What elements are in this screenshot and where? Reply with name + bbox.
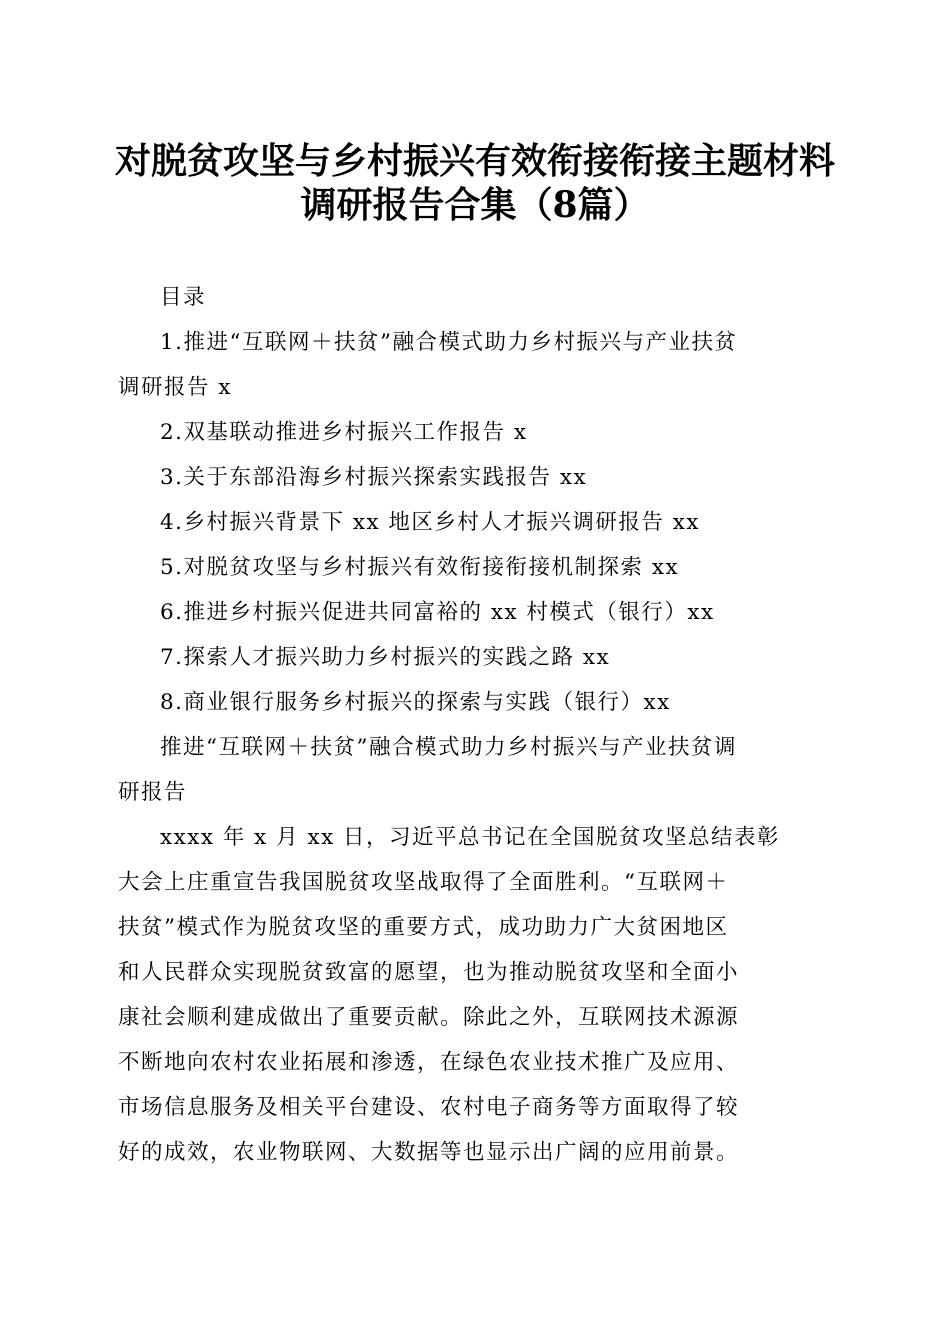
paragraph-line: 不断地向农村农业拓展和渗透，在绿色农业技术推广及应用、 bbox=[118, 1050, 740, 1075]
toc-item-7: 7.探索人才振兴助力乡村振兴的实践之路 xx bbox=[160, 645, 611, 670]
toc-item-1-line-1: 1.推进“互联网＋扶贫”融合模式助力乡村振兴与产业扶贫 bbox=[160, 330, 738, 355]
paragraph-line: 康社会顺利建成做出了重要贡献。除此之外，互联网技术源源 bbox=[118, 1005, 740, 1030]
toc-heading: 目录 bbox=[160, 285, 207, 310]
toc-item-6: 6.推进乡村振兴促进共同富裕的 xx 村模式（银行）xx bbox=[160, 600, 715, 625]
toc-item-8: 8.商业银行服务乡村振兴的探索与实践（银行）xx bbox=[160, 690, 671, 715]
document-title-line-1: 对脱贫攻坚与乡村振兴有效衔接衔接主题材料 bbox=[114, 140, 835, 182]
toc-item-3: 3.关于东部沿海乡村振兴探索实践报告 xx bbox=[160, 465, 588, 490]
paragraph-line: 和人民群众实现脱贫致富的愿望，也为推动脱贫攻坚和全面小 bbox=[118, 960, 740, 985]
paragraph-line: xxxx 年 x 月 xx 日，习近平总书记在全国脱贫攻坚总结表彰 bbox=[160, 825, 781, 850]
paragraph-line: 大会上庄重宣告我国脱贫攻坚战取得了全面胜利。“互联网＋ bbox=[118, 870, 729, 895]
toc-item-2: 2.双基联动推进乡村振兴工作报告 x bbox=[160, 420, 528, 445]
paragraph-line: 扶贫”模式作为脱贫攻坚的重要方式，成功助力广大贫困地区 bbox=[118, 915, 729, 940]
toc-item-1-line-2: 调研报告 x bbox=[118, 375, 232, 400]
paragraph-line: 市场信息服务及相关平台建设、农村电子商务等方面取得了较 bbox=[118, 1095, 740, 1120]
section-title-line-2: 研报告 bbox=[118, 780, 188, 805]
toc-item-4: 4.乡村振兴背景下 xx 地区乡村人才振兴调研报告 xx bbox=[160, 510, 701, 535]
paragraph-line: 好的成效，农业物联网、大数据等也显示出广阔的应用前景。 bbox=[118, 1140, 740, 1165]
document-title-line-2: 调研报告合集（8篇） bbox=[300, 184, 650, 226]
toc-item-5: 5.对脱贫攻坚与乡村振兴有效衔接衔接机制探索 xx bbox=[160, 555, 680, 580]
section-title-line-1: 推进“互联网＋扶贫”融合模式助力乡村振兴与产业扶贫调 bbox=[160, 735, 737, 760]
